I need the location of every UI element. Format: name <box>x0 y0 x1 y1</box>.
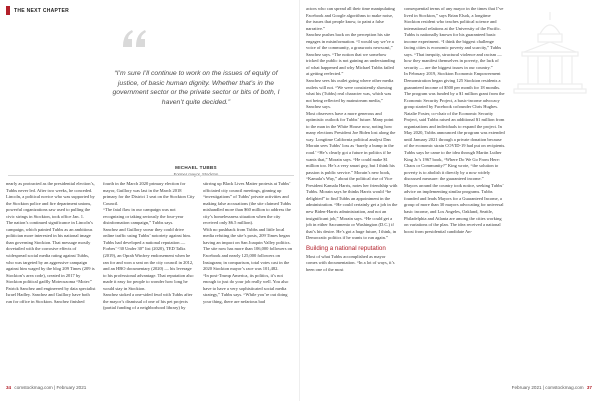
section-flag-block <box>6 6 10 15</box>
quote-mark-icon <box>120 24 150 54</box>
footer-left-text: comstockmag.com | February 2021 <box>14 385 87 390</box>
article-column-3: stirring up Black Lives Matter protests at Tubbs’ officiated city council meetings, ginning up “investigations” of Tubbs’ private activities and making false accusations (the site claimed Tubbs mishandled more than $60 million to address the city’s homelessness situation when the city received only $6.5 million). With no pushback from Tubbs and little local media refuting the site’s posts, 209 Times began having an impact on San Joaquin Valley politics. The site now has more than 106,000 followers on Facebook and nearly 125,000 followers on Instagram; in comparison, total votes cast in the 2020 Stockton mayor’s race was 101,482. “In post-Trump America, its politics, it’s not enough to just do your job really well. You also have to have a very sophisticated social media strategy,” Tubbs says. “While you’re out doing your thing, there are nefarious bad <box>203 181 293 304</box>
footer-right-text: February 2021 | comstockmag.com <box>511 385 584 390</box>
footer-left <box>6 385 86 390</box>
article-column-4 <box>306 6 398 381</box>
capitol-ornament <box>510 8 590 94</box>
article-column-1: nearly as protracted as the presidential election’s, Tubbs never led. After two weeks, he conceded. Lincoln, a political novice who was supported by the Stockton police and fire department unions, powerful organizations saw used to pulling the civic strings in Stockton, took office Jan. 1. The nation’s continued significance in Lincoln’s campaign, which painted Tubbs as an ambitious politician more interested in his national image than governing Stockton. That message mostly dovetailed with the corrosive effects of widespread social media rating against Tubbs, who was targeted by an aggressive campaign against him waged by the blog 209 Times (209 is Stockton’s area code), created in 2017 by Stockton political gadfly Motecuzoma “Motec” Patrick Sanchez and engineered by data specialist Israel Hadley. Sanchez and Guillory have both run for office in Stockton. Sanchez finished <box>6 181 96 304</box>
quote-divider <box>8 175 294 176</box>
article-column-5: consequential terms of any mayor in the times that I’ve lived in Stockton,” says Brian Elsok, a longtime Stockton resident who teaches political science and international relations at the University of the Pacific. Tubbs is nationally known for his guaranteed basic income experiment. “I think the biggest challenge facing cities is economic poverty and scarcity,” Tubbs says. “That inequity, structural violence and racism — how they manifest themselves in poverty, the lack of security — are the biggest issues in our country.” In February 2019, Stockton Economic Empowerment Demonstration began giving 125 Stockton residents a guaranteed income of $500 per month for 18 months. The program was funded by a $1 million grant from the Economic Security Project, a basic-income advocacy group started by Facebook cofounder Chris Hughes. Natalie Foster, co-chair of the Economic Security Project, said Tubbs raised an additional $1 million from organizations and individuals to expand the project. In May 2020, Tubbs announced the program was extended until January 2021 through a private donation because of the economic strain COVID-19 had put on recipients. Tubbs says he came to the idea through Martin Luther King Jr.’s 1967 book, “Where Do We Go From Here: Chaos or Community?” King wrote, “the solution to poverty is to abolish it directly by a now widely discussed measure: the guaranteed income.” Mayors around the country took notice, seeking Tubbs’ advice on implementing similar programs. Tubbs founded and leads Mayors for a Guaranteed Income, a group of more than 30 mayors advocating for universal basic income, and Los Angeles, Oakland, Seattle, Philadelphia and Atlanta are among the cities working on variations of the plan. The idea received a national boost from presidential candidate An- <box>404 6 506 234</box>
page-number-right: 37 <box>586 385 592 390</box>
column-4-body: actors who can spread all their time manipulating Facebook and Google algorithms to make noise, the issues that people know, to paint a false narrative.” Sanchez pushes back on the perception his site engages in misinformation. “I would say we’re a voice of the community, a grassroots newscast,” Sanchez says. “The notion that we somehow tricked the public is not gaining an understanding of what happened and why Michael Tubbs failed at getting reelected.” Sanchez sees his outlet going where other media outlets will not. “We were consistently showing what his (Tubbs) real character was, which was not being reflected by mainstream media,” Sanchez says. Most observers have a more generous and optimistic outlook for Tubbs’ future. Many point to the man in the White House now, noting how many elections President Joe Biden lost along the way. Longtime California political analyst Dan Morain sees Tubbs’ loss as ‘barely a bump in the road.’ “He’s clearly got a future in politics if he wants that,” Morain says. “He could make $1 million too. He’s a very smart guy, but I think his passion is public service.” Morain’s new book, “Kamala’s Way,” about the political rise of Vice President Kamala Harris, notes her friendship with Tubbs. Morain says he thinks Harris would “be delighted” to find Tubbs an appointment in the administration. “He could certainly get a job in the new Biden-Harris administration, and not an insignificant job,” Morain says. “He could get a job in either Sacramento or Washington (D.C.) if that’s his desire. He’s got a huge future, I think, in Democratic politics if he wants to run again.” <box>306 6 398 241</box>
footer-right <box>512 385 594 390</box>
section-subhead: Building a national reputation <box>306 244 386 252</box>
article-column-2: fourth in the March 2020 primary election for mayor, Guillory was last in the March 2018 primary for the District 1 seat on the Stockton City Council. “The fatal flaw in our campaign was not recognizing or taking seriously the four-year disinformation campaign,” Tubbs says. Sanchez and Guillory swear they could drive online traffic using Tubbs’ notoriety against him. Tubbs had developed a national reputation — Forbes’ “30 Under 30” list (2020), TED Talks (2019), an Oprah Winfrey endorsement when he ran for and won a seat on the city council in 2012, and an HBO documentary (2020) — his leverage to his professional advantage. That reputation also made it easy for people to wonder how long he would stay in Stockton. Sanchez stoked a one-sided feud with Tubbs after the mayor’s dismissal of one of his pet projects (partial funding of a neighborhood library) by <box>103 181 195 311</box>
quote-text: “I’m sure I’ll continue to work on the issues of equity of justice, of basic human dignity. Whether that’s in the government sector or the private sector or bits of both, I haven’t quite decided.” <box>112 70 280 106</box>
section-label: THE NEXT CHAPTER <box>14 7 70 14</box>
subhead-body: Most of what Tubbs accomplished as mayor comes with documentation. “In a lot of ways, it’s been one of the most <box>306 253 395 272</box>
page-number-left: 34 <box>6 385 12 390</box>
quote-author: MICHAEL TUBBS <box>175 165 217 170</box>
section-flag <box>6 6 69 15</box>
pull-quote <box>98 24 290 182</box>
